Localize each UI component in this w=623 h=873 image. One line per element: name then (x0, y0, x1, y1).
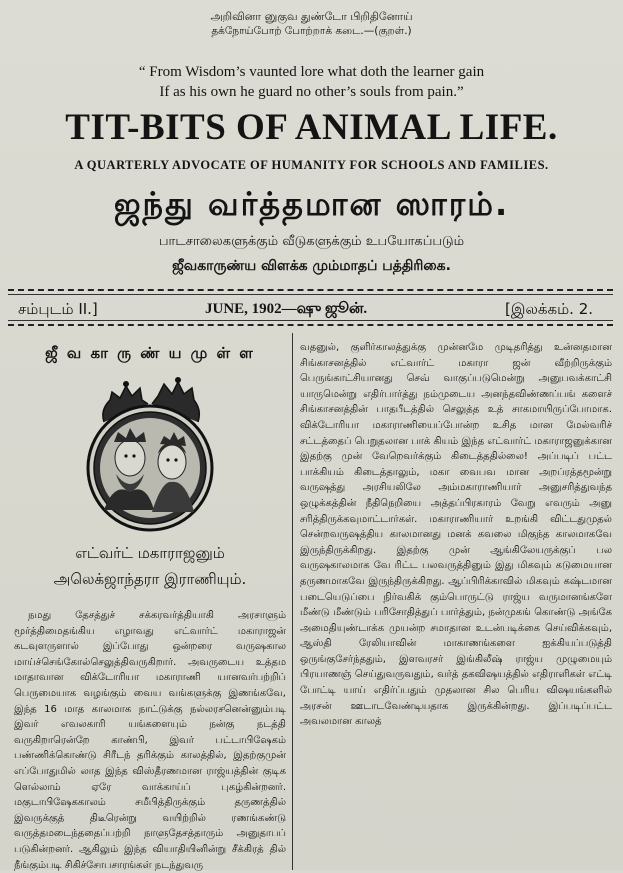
right-column-body (300, 340, 612, 730)
portrait-caption-line-1: எட்வர்ட் மகாராஜனும் (75, 544, 225, 562)
issue-date: JUNE, 1902—ஷு ஜூன். (205, 301, 368, 317)
masthead-title: TIT-BITS OF ANIMAL LIFE. (65, 107, 558, 148)
epigraph-tamil-line-2: தக்நோய்போற் போற்றாக் கடை.—(குறள்.) (211, 25, 412, 37)
issue-number: [இலக்கம். 2. (505, 300, 594, 318)
masthead-tamil-subtitle-1: பாடசாலைகளுக்கும் வீடுகளுக்கும் உபயோகப்படும் (158, 234, 465, 249)
dashed-rule-top (8, 289, 613, 291)
epigraph-english-line-2: If as his own he guard no other’s souls from pain.” (159, 84, 464, 100)
left-body-text: நமது தேசத்துச் சக்கரவர்த்தியாகி அரசாளும் மூர்த்திமைதங்கிய எழாவது எட்வார்ட் மகாராஜன் கடவுளருளால் இப்போது ஒன்றரை வருஷகால மாய்ச்செங்கோல்செலுத்திவருகிறார். அவருடைய உத்தம மாதாவான விக்டோரியா மகாராணி யானவர்பற்றிப் பெருமையாக வழங்கும் வைய வங்களுக்கு இணங்கவே, இந்த 16 மாத காலமாக நாட்டுக்கு நல்லரசனென்னும்படி இவர் எவலகாரி யங்களையும் நன்கு நடத்தி வருகிறாரென்றே காண்பி, இவர் பட்டாபிஷேகம் பண்ணிக்கொண்டு சிரீடந் தரிக்கும் காலத்தில், இதற்குமுன் எப்போதுமில் லாத இந்த விஸ்தீரணமான ராஜ்யத்தின் குடிக ளெல்லாம் ஏரே வாக்காய்ப் புகழ்கின்றனர். மகுடாபிஷேககாலம் சமீபித்திருக்கும் தருணத்தில் இவருக்குத் திடீரென்று வயிற்றில் ரணங்கண்டு வருத்தமடைந்ததைப்பற்றி நாளுதேசத்தாரும் அனுதாபப் படுகின்றனர். ஆகிலும் இந்த வியாதியினின்று சீக்கிரத் தில் நீங்கும்படி சிகிச்சோபசாரங்கள் நடந்துவரு (14, 610, 286, 871)
left-column (14, 340, 286, 873)
article-heading: ஜீ வ கா ரு ண் ய மு ள் ள (45, 344, 255, 362)
thin-rule-bottom (8, 320, 613, 321)
portrait-caption-line-2: அலெக்ஜாந்தரா இராணியும். (53, 570, 247, 588)
epigraph-english-line-1: “ From Wisdom’s vaunted lore what doth the learner gain (138, 64, 485, 80)
masthead-subtitle: A QUARTERLY ADVOCATE OF HUMANITY FOR SCHOOLS AND FAMILIES. (74, 158, 549, 172)
right-body-text: வதனுல், குளிர்காலத்துக்கு முன்னமே முடிதரித்து உன்னதமான சிங்காசனத்தில் எட்வார்ட் மகாரா ஜன் வீற்றிருக்கும் பெருங்காட்சியானது செவ் வாகுப்படுமென்று அனுபவக்காட்சி யாருமென்று எதிர்பார்த்து நம்முடைய அனந்தவிண்ணப்பங் களைச் சிங்காசனத்தின் பாதபீடத்தில் செலுத்த உத் சாகமாயிருப்போமாக. விக்டோரியா மகாராணியைப்போன்ற உசித மான மேல்வரிச் சட்டத்தைப் பெறுதலான பாக் கியம் இந்த எட்வார்ட் மகாராஜனுக்கான இதற்கு முன் வேறெவர்க்கும் கிடைத்ததில்லை! அப்படிப் பட்ட பாக்கியம் கிடைத்தாலும், மகா வைபவ மான அறப்ரத்தமூன்று வருஷத்து அரசியலிலே அம்மகாராணியார் அனுசரித்துவந்த ஒழுக்கத்தின் நீதிநெறியை அத்தப்பிரகாரம் வேறு எவரும் அனு சரித்திருக்கவுமாட்டார்கள். மகாராணியார் உறங்கி விட்டதுமுதல் சென்றவருஷத்திய காலமானது மனக் கவலை மிகுந்த காலமாகவே இருந்திருக்கிறது. இதற்கு முன் ஆங்கிலேயருக்குப் பல வருஷகாலமாக வே ரிட்ட பலவருத்தினும் இது மிகவும் கடுமையான தருணமாகவே இருந்திருக்கிறது. ஆப்பிரிக்காவில் மிகவும் கஷ்டமான படையெடுப்பை நிர்வகிக் கும்பொருட்டு ராஜ்ய வருமானங்களே மீண்டு மீண்டும் பரிசோதித்துப் பார்த்தும், நன்முகங் கொண்டு அங்கே அமைதியுண்டாக்க முயன்ற சமாதான உடன்படிக்கை செய்விக்கவும், ஆஸ்தி ரேலியாவின் மாகாணங்களை ஐக்கியப்படுத்தி ஒருங்குசேர்ந்ததும், இளவரசர் இங்கிலீஷ் ராஜ்ய முழுமையும் பிரயாணஞ் செய்துவருவதும், வர்த் தகவிஷயத்தில் எதிராளிகள் எட்டி போட்டி யாய் எதிர்ப்பதும் முதலான சில பெரிய விஷயங்களில் அரசன் ஊடாடவேண்டியதாக இருக்கின்றது. இப்படிப்பட்ட அவலமான காலத் (300, 342, 612, 728)
column-separator (292, 333, 293, 870)
royal-portrait-medallion-icon (74, 370, 226, 538)
left-column-body (14, 608, 286, 873)
right-column (300, 340, 612, 730)
issue-volume: சம்புடம் II.] (18, 300, 98, 318)
thin-rule-top (8, 294, 613, 295)
masthead-tamil-subtitle-2: ஜீவகாருண்ய விளக்க மும்மாதப் பத்திரிகை. (172, 258, 451, 274)
epigraph-tamil-line-1: அறிவினா னுகுவ துண்டோ பிறிதினோய் (210, 10, 413, 23)
dashed-rule-bottom (8, 324, 613, 326)
masthead-tamil-title: ஜந்து வர்த்தமான ஸாரம். (113, 185, 510, 223)
